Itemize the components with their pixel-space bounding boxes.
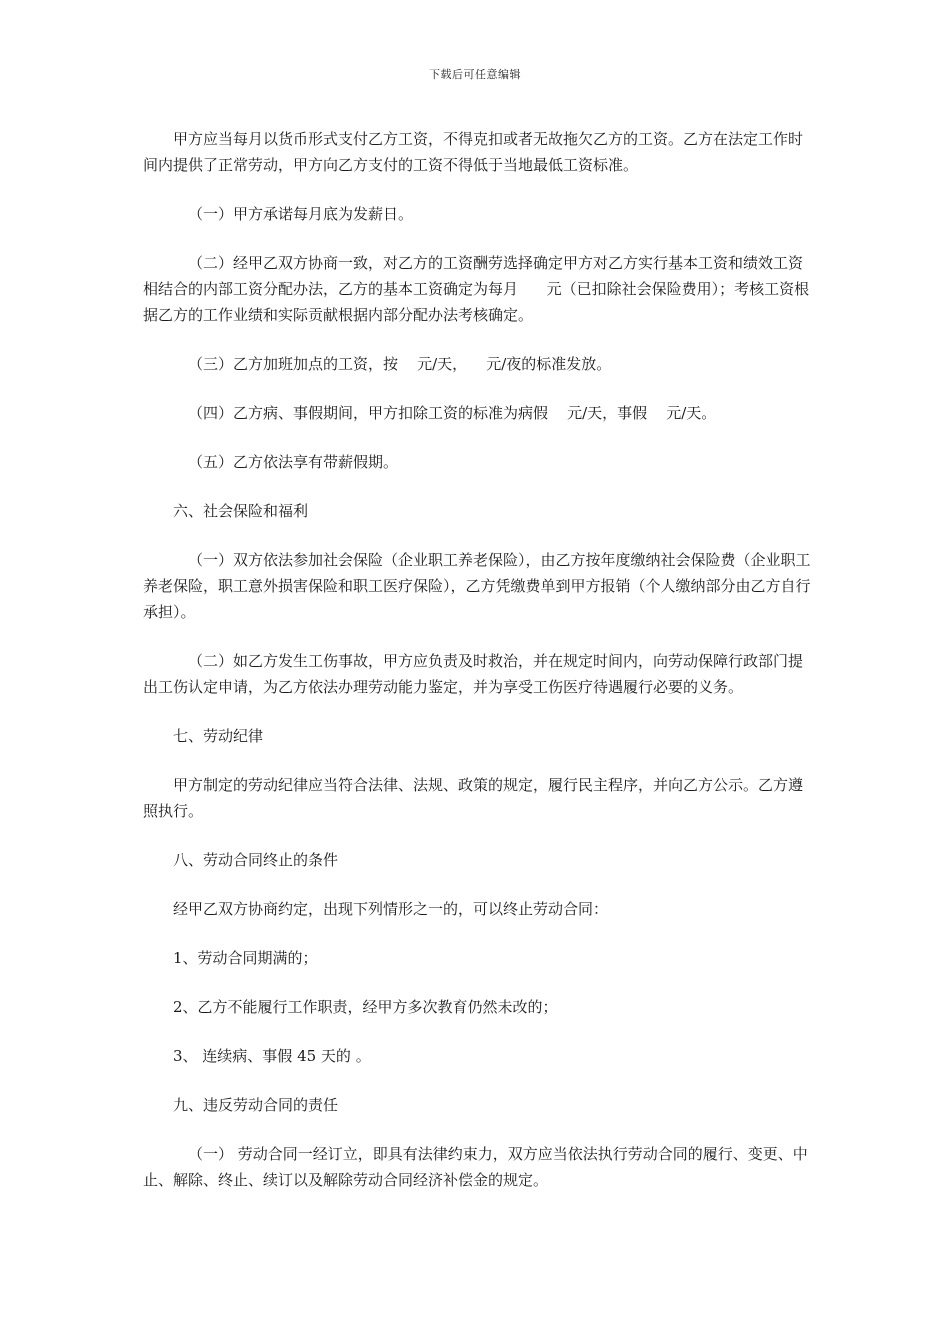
paragraph-base-wage: （二）经甲乙双方协商一致，对乙方的工资酬劳选择确定甲方对乙方实行基本工资和绩效工资相结合的内部工资分配办法，乙方的基本工资确定为每月 元（已扣除社会保险费用）；考核工资根据乙方的工作业绩和实际贡献根据内部分配办法考核确定。 (143, 254, 810, 324)
page-header-note: 下载后可任意编辑 (429, 68, 521, 81)
paragraph-insurance-participation: （一）双方依法参加社会保险（企业职工养老保险），由乙方按年度缴纳社会保险费（企业职工养老保险，职工意外损害保险和职工医疗保险），乙方凭缴费单到甲方报销（个人缴纳部分由乙方自行承担）。 (143, 551, 811, 621)
paragraph-discipline-rules: 甲方制定的劳动纪律应当符合法律、法规、政策的规定，履行民主程序，并向乙方公示。乙方遵照执行。 (143, 776, 804, 820)
section-heading-breach-liability: 九、违反劳动合同的责任 (173, 1096, 339, 1114)
section-heading-social-insurance: 六、社会保险和福利 (173, 502, 309, 520)
paragraph-termination-intro: 经甲乙双方协商约定，出现下列情形之一的，可以终止劳动合同： (173, 900, 609, 918)
paragraph-contract-binding: （一） 劳动合同一经订立，即具有法律约束力，双方应当依法执行劳动合同的履行、变更、中止、解除、终止、续订以及解除劳动合同经济补偿金的规定。 (143, 1145, 808, 1189)
list-item-termination-1: 1、劳动合同期满的； (173, 949, 318, 967)
list-item-termination-2: 2、乙方不能履行工作职责，经甲方多次教育仍然未改的； (173, 998, 558, 1016)
section-heading-labor-discipline: 七、劳动纪律 (173, 727, 264, 745)
paragraph-leave-deduction: （四）乙方病、事假期间，甲方扣除工资的标准为病假 元/天，事假 元/天。 (188, 404, 717, 422)
paragraph-overtime: （三）乙方加班加点的工资，按 元/天， 元/夜的标准发放。 (188, 355, 612, 373)
list-item-termination-3: 3、 连续病、事假 45 天的 。 (173, 1047, 371, 1065)
paragraph-paid-leave: （五）乙方依法享有带薪假期。 (188, 453, 399, 471)
paragraph-work-injury: （二）如乙方发生工伤事故，甲方应负责及时救治，并在规定时间内，向劳动保障行政部门提出工伤认定申请，为乙方依法办理劳动能力鉴定，并为享受工伤医疗待遇履行必要的义务。 (143, 652, 804, 696)
paragraph-payday: （一）甲方承诺每月底为发薪日。 (188, 205, 414, 223)
document-body (143, 126, 815, 1216)
section-heading-termination: 八、劳动合同终止的条件 (173, 851, 339, 869)
paragraph-wage-payment: 甲方应当每月以货币形式支付乙方工资，不得克扣或者无故拖欠乙方的工资。乙方在法定工作时间内提供了正常劳动，甲方向乙方支付的工资不得低于当地最低工资标准。 (143, 130, 804, 174)
